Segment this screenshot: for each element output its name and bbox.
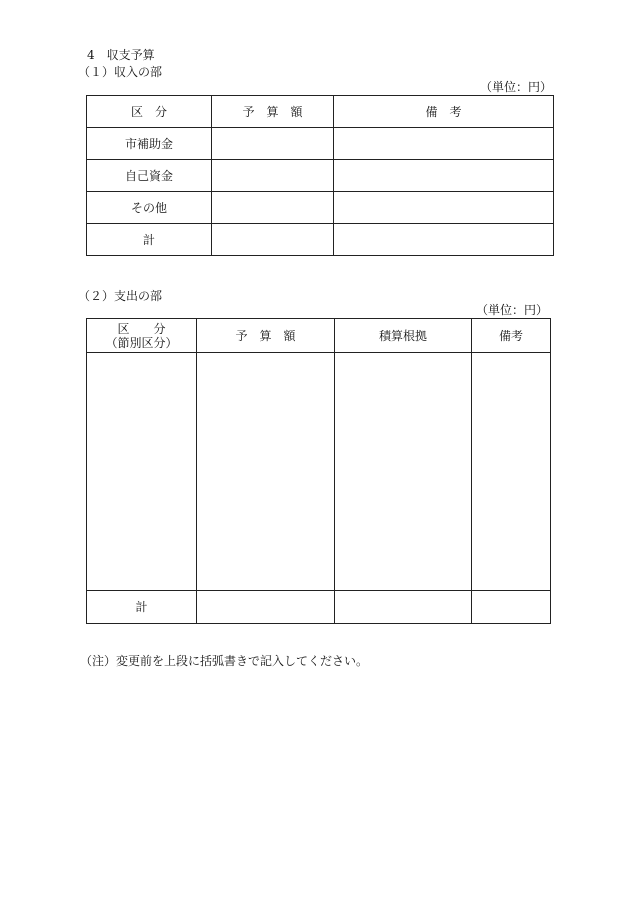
expense-remarks-cell — [472, 591, 551, 624]
expense-header-category-line1: 区 分 — [117, 321, 166, 336]
income-unit: （単位：円） — [480, 80, 553, 94]
expense-heading: （２）支出の部 — [78, 289, 163, 303]
income-budget-cell — [212, 128, 334, 160]
expense-basis-cell — [335, 353, 472, 591]
expense-total-label: 計 — [87, 591, 197, 624]
expense-body-row — [87, 353, 551, 591]
expense-total-row — [87, 591, 551, 624]
footnote: （注）変更前を上段に括弧書きで記入してください。 — [80, 654, 369, 668]
income-remarks-cell — [334, 160, 554, 192]
income-remarks-cell — [334, 128, 554, 160]
income-heading: （１）収入の部 — [78, 65, 163, 79]
income-header-row — [87, 96, 554, 128]
income-budget-cell — [212, 224, 334, 256]
expense-remarks-cell — [472, 353, 551, 591]
expense-header-category — [87, 319, 197, 353]
section-title: 4 収支予算 — [87, 48, 155, 62]
expense-header-basis: 積算根拠 — [335, 319, 472, 353]
income-remarks-cell — [334, 192, 554, 224]
income-header-budget: 予 算 額 — [212, 96, 334, 128]
expense-category-cell — [87, 353, 197, 591]
expense-header-budget: 予 算 額 — [197, 319, 335, 353]
income-row — [87, 192, 554, 224]
expense-unit: （単位：円） — [476, 303, 549, 317]
income-total-label: 計 — [87, 224, 212, 256]
income-table — [86, 95, 554, 256]
income-row — [87, 128, 554, 160]
income-header-remarks: 備 考 — [334, 96, 554, 128]
income-header-category: 区 分 — [87, 96, 212, 128]
income-row-label: その他 — [87, 192, 212, 224]
expense-basis-cell — [335, 591, 472, 624]
income-remarks-cell — [334, 224, 554, 256]
expense-header-remarks: 備考 — [472, 319, 551, 353]
expense-budget-cell — [197, 353, 335, 591]
income-total-row — [87, 224, 554, 256]
income-budget-cell — [212, 160, 334, 192]
expense-budget-cell — [197, 591, 335, 624]
income-row — [87, 160, 554, 192]
expense-header-row — [87, 319, 551, 353]
expense-header-category-line2: （節別区分） — [105, 335, 178, 350]
income-row-label: 市補助金 — [87, 128, 212, 160]
income-budget-cell — [212, 192, 334, 224]
income-row-label: 自己資金 — [87, 160, 212, 192]
expense-table — [86, 318, 551, 624]
